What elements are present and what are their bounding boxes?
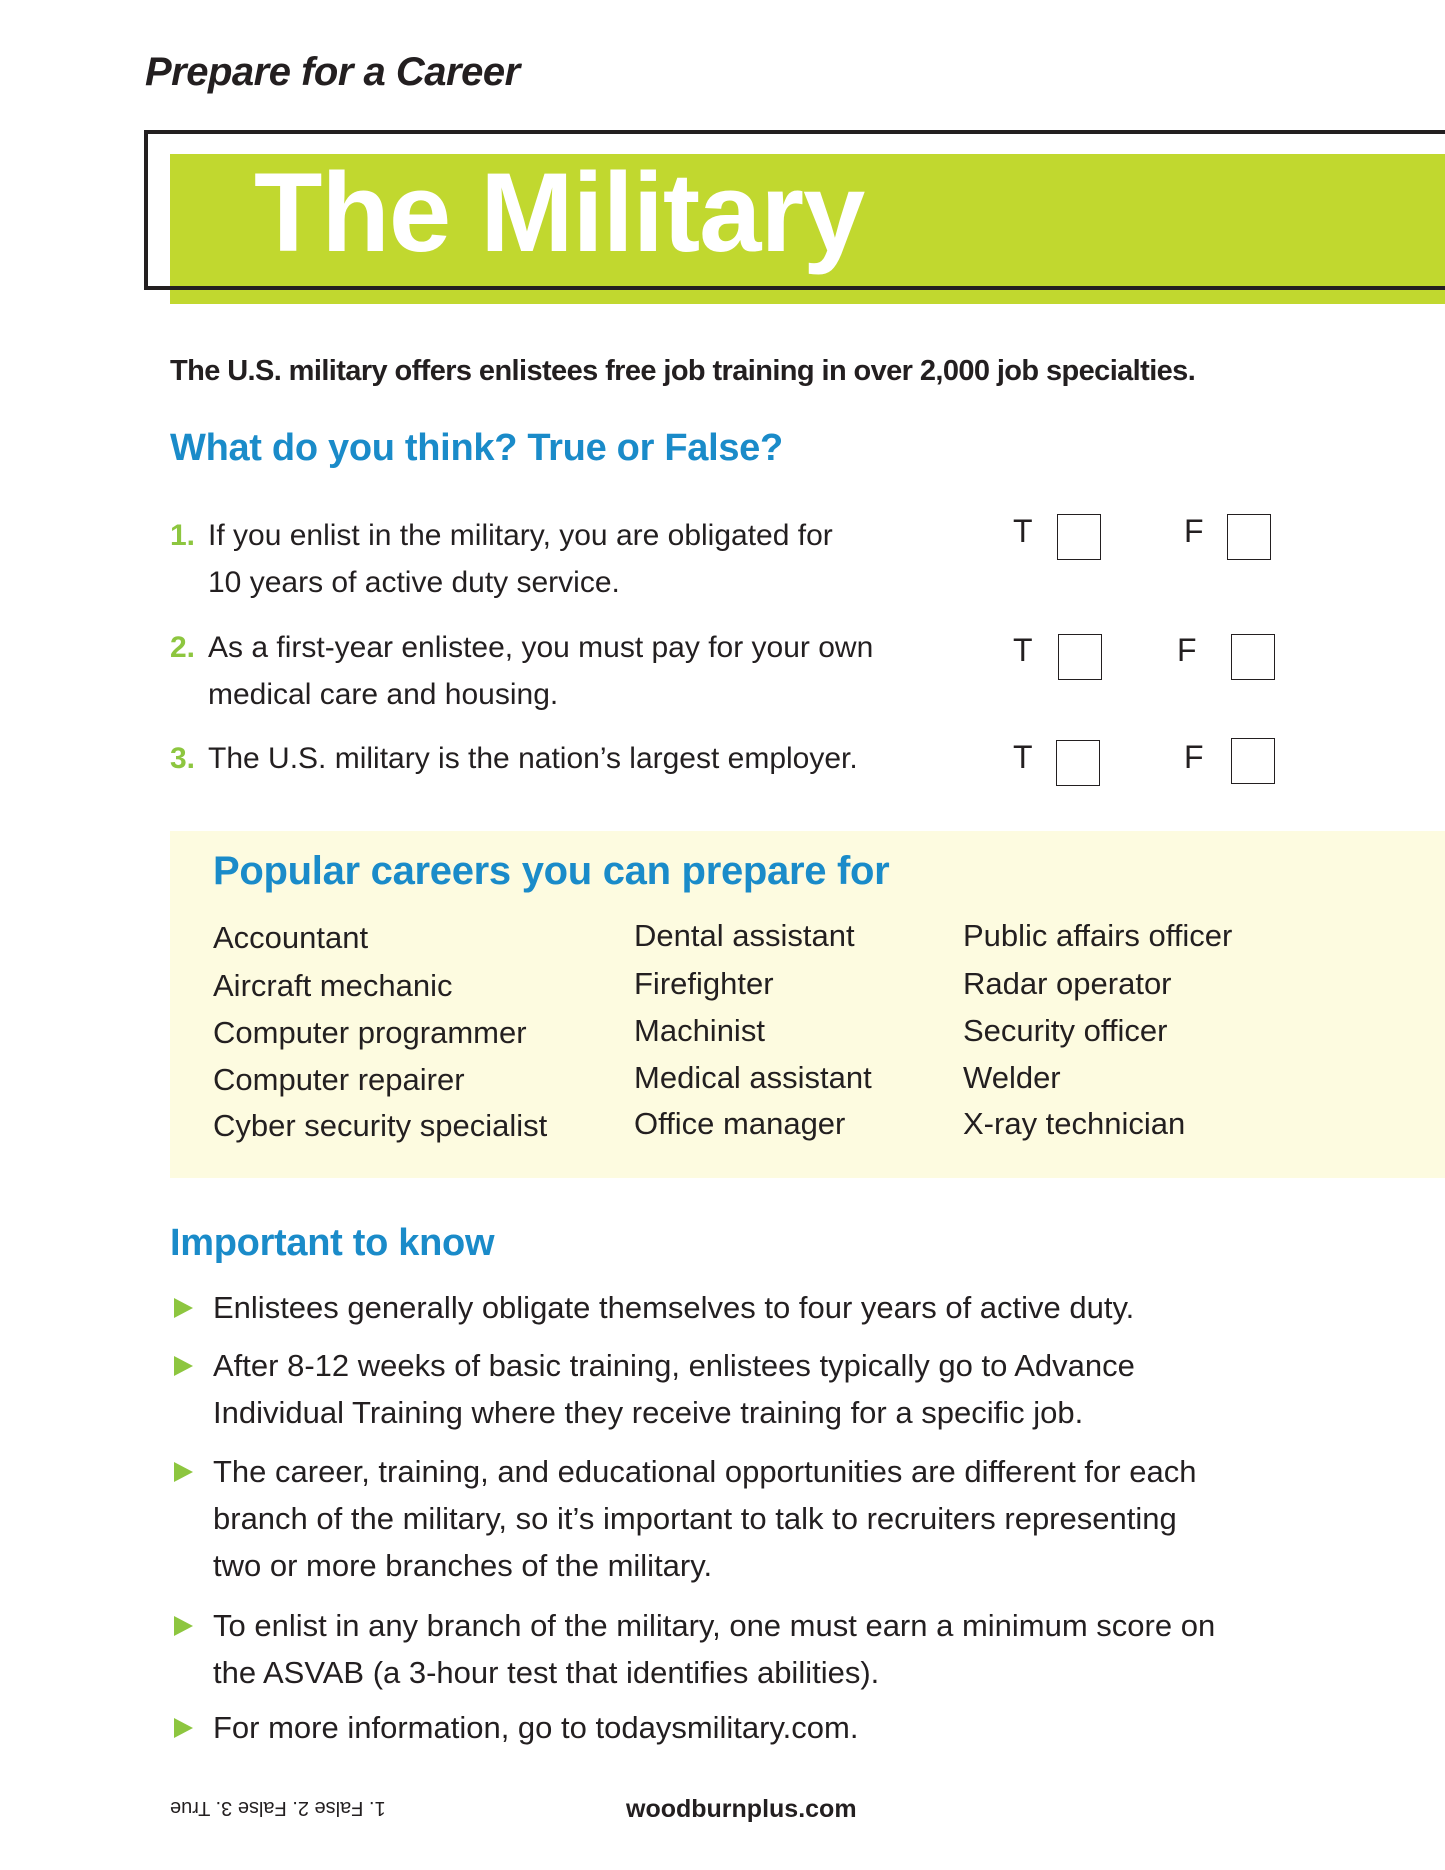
question-text: If you enlist in the military, you are obligated for: [208, 519, 833, 552]
page-title: The Military: [254, 150, 865, 275]
false-label: F: [1184, 739, 1204, 775]
career-item: Dental assistant: [634, 918, 855, 953]
upside-down-answers: 1. False 2. False 3. True: [170, 1797, 386, 1819]
bullet-text: Individual Training where they receive training for a specific job.: [213, 1395, 1084, 1430]
career-item: Cyber security specialist: [213, 1108, 548, 1143]
career-item: Welder: [963, 1060, 1061, 1095]
important-heading: Important to know: [170, 1222, 495, 1264]
bullet-triangle-icon: [174, 1718, 193, 1738]
career-item: Firefighter: [634, 966, 774, 1001]
bullet-triangle-icon: [174, 1462, 193, 1482]
question-text: As a first-year enlistee, you must pay for your own: [208, 631, 874, 664]
footer-site-link[interactable]: woodburnplus.com: [626, 1795, 857, 1823]
quiz-question-1: [170, 512, 833, 606]
question-number: 2.: [170, 631, 196, 664]
section-kicker: Prepare for a Career: [145, 50, 520, 94]
quiz-heading: What do you think? True or False?: [170, 427, 783, 469]
q3-true-checkbox[interactable]: [1056, 740, 1100, 786]
bullet-triangle-icon: [174, 1356, 193, 1376]
career-item: Medical assistant: [634, 1060, 872, 1095]
career-item: Aircraft mechanic: [213, 968, 453, 1003]
question-text-line2: medical care and housing.: [208, 678, 559, 711]
bullet-text: Enlistees generally obligate themselves to four years of active duty.: [213, 1290, 1135, 1325]
career-item: Computer repairer: [213, 1062, 465, 1097]
q2-false-checkbox[interactable]: [1231, 634, 1275, 680]
true-label: T: [1013, 739, 1033, 775]
career-item: Security officer: [963, 1013, 1168, 1048]
career-item: Accountant: [213, 920, 369, 955]
quiz-question-3: [170, 735, 858, 782]
bullet-text: two or more branches of the military.: [213, 1548, 713, 1583]
true-label: T: [1013, 513, 1033, 549]
career-item: X-ray technician: [963, 1106, 1186, 1141]
bullet-text: branch of the military, so it’s important to talk to recruiters representing: [213, 1501, 1177, 1536]
question-text-line2: 10 years of active duty service.: [208, 566, 620, 599]
bullet-text: For more information, go to todaysmilitary.com.: [213, 1710, 859, 1745]
bullet-triangle-icon: [174, 1298, 193, 1318]
false-label: F: [1184, 513, 1204, 549]
career-item: Machinist: [634, 1013, 765, 1048]
bullet-triangle-icon: [174, 1616, 193, 1636]
q1-false-checkbox[interactable]: [1227, 514, 1271, 560]
q2-true-checkbox[interactable]: [1058, 634, 1102, 680]
intro-text: The U.S. military offers enlistees free job training in over 2,000 job specialties.: [170, 355, 1196, 387]
bullet-text: To enlist in any branch of the military, one must earn a minimum score on: [213, 1608, 1216, 1643]
career-item: Office manager: [634, 1106, 846, 1141]
quiz-question-2: [170, 624, 873, 718]
question-number: 3.: [170, 742, 196, 775]
q3-false-checkbox[interactable]: [1231, 738, 1275, 784]
career-item: Public affairs officer: [963, 918, 1233, 953]
question-text: The U.S. military is the nation’s largest employer.: [208, 742, 858, 775]
true-label: T: [1013, 632, 1033, 668]
career-item: Radar operator: [963, 966, 1172, 1001]
q1-true-checkbox[interactable]: [1057, 514, 1101, 560]
bullet-text: The career, training, and educational opportunities are different for each: [213, 1454, 1197, 1489]
career-item: Computer programmer: [213, 1015, 527, 1050]
bullet-text: After 8-12 weeks of basic training, enlistees typically go to Advance: [213, 1348, 1135, 1383]
careers-heading: Popular careers you can prepare for: [213, 849, 890, 893]
question-number: 1.: [170, 519, 196, 552]
bullet-text: the ASVAB (a 3-hour test that identifies abilities).: [213, 1655, 880, 1690]
false-label: F: [1177, 632, 1197, 668]
